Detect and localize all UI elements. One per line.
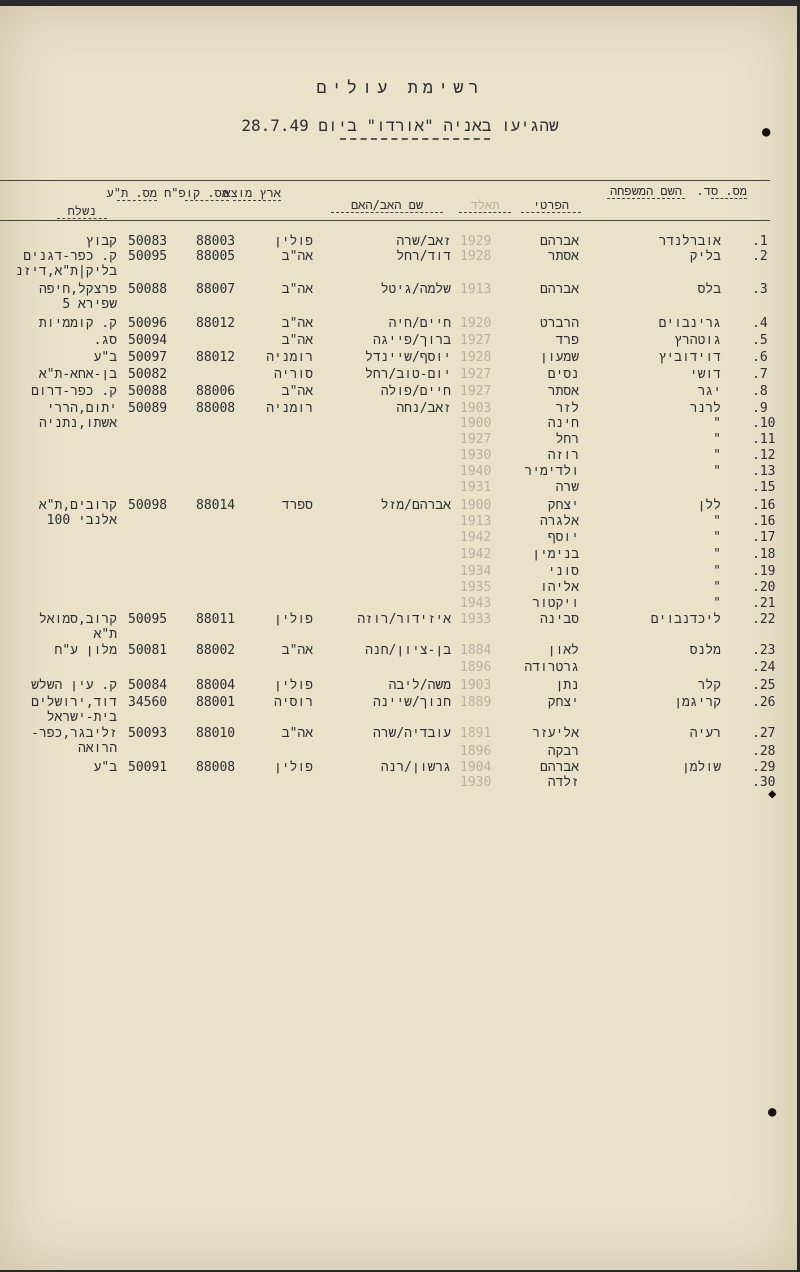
serial-number: .5: [752, 333, 768, 348]
country-of-origin: אה"ב: [281, 643, 313, 658]
parents-names: זאב/שרה: [396, 234, 451, 249]
document-sheet: [0, 6, 797, 1270]
birth-year: 1927: [460, 432, 492, 447]
serial-number: .24: [752, 660, 776, 675]
first-name: סבינה: [539, 612, 579, 627]
sent-to: סג.: [93, 333, 117, 348]
sent-to-line2: שפירא 5: [62, 297, 117, 312]
sent-to: זליבגר,כפר-: [31, 726, 117, 741]
first-name: אברהם: [539, 234, 579, 249]
first-name: הרברט: [539, 316, 579, 331]
serial-number: .3: [752, 282, 768, 297]
birth-year: 1942: [460, 530, 492, 545]
header-parents: שם האב/האם: [331, 198, 443, 213]
page-title: רשימת עולים: [316, 78, 484, 98]
birth-year: 1930: [460, 775, 492, 790]
country-of-origin: אה"ב: [281, 316, 313, 331]
birth-year: 1896: [460, 744, 492, 759]
birth-year: 1933: [460, 612, 492, 627]
family-name: גרינבוים: [658, 316, 721, 331]
sent-to: יתום,הררי: [46, 401, 117, 416]
country-of-origin: אה"ב: [281, 249, 313, 264]
first-name: אליהו: [539, 580, 579, 595]
serial-number: .8: [752, 384, 768, 399]
family-name: ללן: [697, 498, 721, 513]
country-of-origin: רומניה: [266, 350, 313, 365]
birth-year: 1920: [460, 316, 492, 331]
id-number: 50096: [128, 316, 168, 331]
birth-year: 1931: [460, 480, 492, 495]
birth-year: 1927: [460, 367, 492, 382]
serial-number: .18: [752, 547, 776, 562]
family-name: שולמן: [681, 760, 721, 775]
birth-year: 1928: [460, 350, 492, 365]
serial-number: .16: [752, 498, 776, 513]
first-name: אסתר: [547, 249, 579, 264]
first-name: שרה: [555, 480, 579, 495]
birth-year: 1913: [460, 514, 492, 529]
fund-number: 88002: [196, 643, 236, 658]
family-name: ": [713, 514, 721, 529]
family-name: ": [713, 564, 721, 579]
family-name: אוברלנדר: [658, 234, 721, 249]
page-subtitle: שהגיעו באניה "אורדו" ביום 28.7.49: [241, 116, 559, 135]
first-name: פרד: [555, 333, 579, 348]
first-name: אלגרה: [539, 514, 579, 529]
fund-number: 88003: [196, 234, 236, 249]
id-number: 50095: [128, 612, 168, 627]
birth-year: 1930: [460, 448, 492, 463]
serial-number: .28: [752, 744, 776, 759]
serial-number: .10: [752, 416, 776, 431]
serial-number: .17: [752, 530, 776, 545]
country-of-origin: פולין: [273, 678, 313, 693]
birth-year: 1928: [460, 249, 492, 264]
serial-number: .16: [752, 514, 776, 529]
id-number: 50094: [128, 333, 168, 348]
family-name: גוטהרץ: [674, 333, 721, 348]
sent-to: בן-אחא-ת"א: [38, 367, 117, 382]
first-name: אליעזר: [532, 726, 579, 741]
id-number: 50093: [128, 726, 168, 741]
birth-year: 1896: [460, 660, 492, 675]
birth-year: 1940: [460, 464, 492, 479]
sent-to-line2: בליק|ת"א,דיזנ: [15, 264, 117, 279]
birth-year: 1903: [460, 401, 492, 416]
serial-number: .13: [752, 464, 776, 479]
first-name: לזר: [555, 401, 579, 416]
birth-year: 1942: [460, 547, 492, 562]
parents-names: עובדיה/שרה: [372, 726, 451, 741]
fund-number: 88011: [196, 612, 236, 627]
serial-number: .6: [752, 350, 768, 365]
first-name: בנימין: [532, 547, 579, 562]
country-of-origin: פולין: [273, 234, 313, 249]
subtitle-underline: [340, 138, 490, 140]
first-name: חינה: [547, 416, 579, 431]
serial-number: .15: [752, 480, 776, 495]
family-name: ": [713, 448, 721, 463]
header-id-no: מס. ת"ע: [106, 186, 157, 200]
country-of-origin: אה"ב: [281, 282, 313, 297]
birth-year: 1900: [460, 416, 492, 431]
serial-number: .25: [752, 678, 776, 693]
first-name: נתן: [555, 678, 579, 693]
parents-names: בן-ציון/חנה: [365, 643, 451, 658]
sent-to: ק. כפר-דגנים: [23, 249, 117, 264]
sent-to-line2: בית-ישראל: [46, 710, 117, 725]
sent-to: קבוץ: [85, 234, 117, 249]
birth-year: 1927: [460, 384, 492, 399]
birth-year: 1943: [460, 596, 492, 611]
sent-to-line2: אשתו,נתניה: [38, 416, 117, 431]
sent-to: ק. כפר-דרום: [31, 384, 117, 399]
sent-to: ב"ע: [93, 760, 117, 775]
parents-names: חיים/פולה: [380, 384, 451, 399]
serial-number: .19: [752, 564, 776, 579]
family-name: מלנס: [689, 643, 721, 658]
parents-names: גרשון/רנה: [380, 760, 451, 775]
first-name: רבקה: [547, 744, 579, 759]
first-name: אברהם: [539, 282, 579, 297]
parents-names: יוסף/שיינדל: [365, 350, 451, 365]
first-name: לאון: [547, 643, 579, 658]
first-name: רוזה: [547, 448, 579, 463]
sent-to: ב"ע: [93, 350, 117, 365]
id-number: 50083: [128, 234, 168, 249]
fund-number: 88004: [196, 678, 236, 693]
parents-names: חיים/חיה: [388, 316, 451, 331]
sent-to: ק. קוממיות: [38, 316, 117, 331]
punch-hole-mark: ●: [762, 124, 771, 140]
serial-number: .2: [752, 249, 768, 264]
family-name: ": [713, 432, 721, 447]
fund-number: 88012: [196, 350, 236, 365]
first-name: סוני: [547, 564, 579, 579]
table-top-rule: [0, 180, 770, 181]
serial-number: .1: [752, 234, 768, 249]
first-name: יצחק: [547, 695, 579, 710]
parents-names: חנוך/שיינה: [372, 695, 451, 710]
punch-hole-mark: ●: [768, 1104, 777, 1120]
birth-year: 1904: [460, 760, 492, 775]
family-name: ": [713, 547, 721, 562]
id-number: 34560: [128, 695, 168, 710]
family-name: ": [713, 530, 721, 545]
sent-to-line2: אלנבי 100: [46, 513, 117, 528]
sent-to: דוד,ירושלים: [31, 695, 117, 710]
id-number: 50098: [128, 498, 168, 513]
country-of-origin: רומניה: [266, 401, 313, 416]
id-number: 50088: [128, 282, 168, 297]
sent-to: קרוב,סמואל: [38, 612, 117, 627]
header-bottom-rule: [0, 220, 770, 221]
first-name: ולדימיר: [524, 464, 579, 479]
birth-year: 1935: [460, 580, 492, 595]
parents-names: שלמה/גיטל: [380, 282, 451, 297]
first-name: נסים: [547, 367, 579, 382]
fund-number: 88006: [196, 384, 236, 399]
country-of-origin: אה"ב: [281, 726, 313, 741]
fund-number: 88007: [196, 282, 236, 297]
first-name: אסתר: [547, 384, 579, 399]
country-of-origin: פולין: [273, 612, 313, 627]
birth-year: 1929: [460, 234, 492, 249]
country-of-origin: רוסיה: [273, 695, 313, 710]
first-name: יצחק: [547, 498, 579, 513]
family-name: ": [713, 416, 721, 431]
family-name: יגר: [697, 384, 721, 399]
header-country: ארץ מוצא: [223, 186, 281, 200]
birth-year: 1891: [460, 726, 492, 741]
parents-names: זאב/נחה: [396, 401, 451, 416]
id-number: 50089: [128, 401, 168, 416]
birth-year: 1934: [460, 564, 492, 579]
parents-names: דוד/רחל: [396, 249, 451, 264]
birth-year: 1903: [460, 678, 492, 693]
country-of-origin: אה"ב: [281, 384, 313, 399]
family-name: ": [713, 580, 721, 595]
first-name: ויקטור: [532, 596, 579, 611]
parents-names: איזידור/רוזה: [357, 612, 451, 627]
sent-to: פרצקל,חיפה: [38, 282, 117, 297]
parents-names: יום-טוב/רחל: [365, 367, 451, 382]
birth-year: 1889: [460, 695, 492, 710]
header-family-name: השם המשפחה: [607, 184, 685, 199]
fund-number: 88008: [196, 401, 236, 416]
serial-number: .20: [752, 580, 776, 595]
family-name: ליכדנבוים: [650, 612, 721, 627]
family-name: קלר: [697, 678, 721, 693]
country-of-origin: ספרד: [281, 498, 313, 513]
family-name: דושי: [689, 367, 721, 382]
parents-names: משה/ליבה: [388, 678, 451, 693]
id-number: 50084: [128, 678, 168, 693]
id-number: 50091: [128, 760, 168, 775]
fund-number: 88001: [196, 695, 236, 710]
serial-number: .4: [752, 316, 768, 331]
family-name: בלס: [697, 282, 721, 297]
family-name: לרנר: [689, 401, 721, 416]
serial-number: .30: [752, 775, 776, 790]
id-number: 50088: [128, 384, 168, 399]
sent-to-line2: ת"א: [93, 627, 117, 642]
birth-year: 1884: [460, 643, 492, 658]
serial-number: .27: [752, 726, 776, 741]
first-name: רחל: [555, 432, 579, 447]
family-name: ": [713, 596, 721, 611]
family-name: ": [713, 464, 721, 479]
parents-names: אברהם/מזל: [380, 498, 451, 513]
header-birth-year: תאלד: [459, 198, 511, 213]
header-fund-no: מס. קופ"ח: [164, 186, 229, 200]
country-of-origin: סוריה: [273, 367, 313, 382]
country-of-origin: אה"ב: [281, 333, 313, 348]
serial-number: .23: [752, 643, 776, 658]
first-name: גרטרודה: [524, 660, 579, 675]
first-name: יוסף: [547, 530, 579, 545]
serial-number: .11: [752, 432, 776, 447]
first-name: שמעון: [539, 350, 579, 365]
sent-to-line2: הרואה: [77, 741, 117, 756]
fund-number: 88005: [196, 249, 236, 264]
serial-number: .22: [752, 612, 776, 627]
id-number: 50081: [128, 643, 168, 658]
family-name: רעיה: [689, 726, 721, 741]
serial-number: .12: [752, 448, 776, 463]
family-name: קריגמן: [674, 695, 721, 710]
header-serial: מס. סד.: [696, 184, 747, 198]
fund-number: 88012: [196, 316, 236, 331]
sent-to: ק. עין השלש: [31, 678, 117, 693]
punch-hole-mark: ◆: [768, 786, 777, 802]
birth-year: 1913: [460, 282, 492, 297]
serial-number: .26: [752, 695, 776, 710]
fund-number: 88008: [196, 760, 236, 775]
parents-names: ברוך/פייגה: [372, 333, 451, 348]
serial-number: .9: [752, 401, 768, 416]
birth-year: 1900: [460, 498, 492, 513]
country-of-origin: פולין: [273, 760, 313, 775]
serial-number: .29: [752, 760, 776, 775]
id-number: 50082: [128, 367, 168, 382]
sent-to: קרובים,ת"א: [38, 498, 117, 513]
family-name: דוידוביץ: [658, 350, 721, 365]
sent-to: מלון ע"ח: [54, 643, 117, 658]
id-number: 50095: [128, 249, 168, 264]
header-sent-to: נשלח: [57, 204, 107, 219]
serial-number: .21: [752, 596, 776, 611]
first-name: זלדה: [547, 775, 579, 790]
fund-number: 88014: [196, 498, 236, 513]
id-number: 50097: [128, 350, 168, 365]
family-name: בליק: [689, 249, 721, 264]
header-first-name: הפרטי: [521, 198, 581, 213]
serial-number: .7: [752, 367, 768, 382]
fund-number: 88010: [196, 726, 236, 741]
birth-year: 1927: [460, 333, 492, 348]
first-name: אברהם: [539, 760, 579, 775]
